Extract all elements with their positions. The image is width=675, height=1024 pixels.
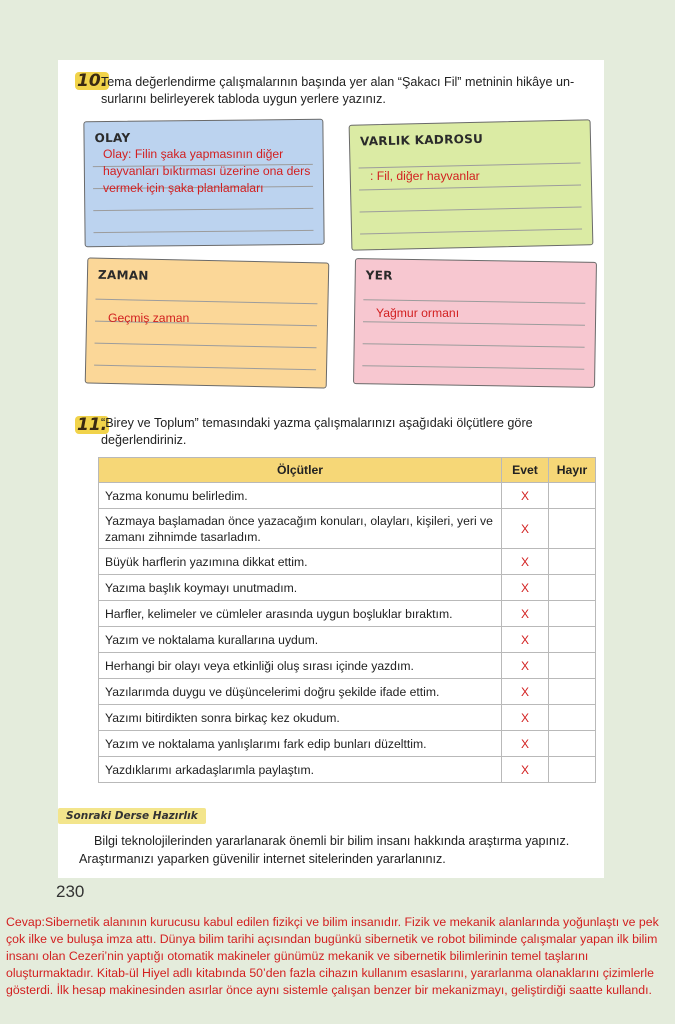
question-10-line-1: Tema değerlendirme çalışmalarının başında yer alan “Şakacı Fil” metninin hikâye un- — [101, 75, 575, 89]
table-row — [99, 509, 596, 549]
criterion-cell: Yazım ve noktalama yanlışlarımı fark edip bunları düzelttim. — [99, 731, 502, 757]
criterion-cell: Yazımı bitirdikten sonra birkaç kez okudum. — [99, 705, 502, 731]
question-11-line-1: “Birey ve Toplum” temasındaki yazma çalışmalarınızı aşağıdaki ölçütlere göre — [101, 416, 533, 430]
varlik-card — [349, 119, 594, 250]
page-number: 230 — [56, 882, 85, 901]
olay-answer — [103, 146, 310, 197]
criterion-cell: Yazmaya başlamadan önce yazacağım konuları, olayları, kişileri, yeri ve zamanı zihnimde tasarladım. — [99, 509, 502, 549]
criteria-table — [98, 457, 596, 783]
yer-answer: Yağmur ormanı — [376, 306, 460, 320]
hayir-cell — [549, 705, 596, 731]
olay-title: OLAY — [94, 130, 131, 146]
evet-mark: X — [502, 679, 549, 705]
writing-line — [95, 299, 317, 305]
evet-mark: X — [502, 509, 549, 549]
zaman-answer: Geçmiş zaman — [108, 311, 190, 325]
header-evet: Evet — [502, 458, 549, 483]
next-lesson-line-2: Araştırmanızı yaparken güvenilir internet sitelerinden yararlanınız. — [79, 852, 446, 866]
evet-mark: X — [502, 575, 549, 601]
criterion-cell: Büyük harflerin yazımına dikkat ettim. — [99, 549, 502, 575]
table-row — [99, 731, 596, 757]
writing-line — [363, 343, 585, 347]
question-10-line-2: surlarını belirleyerek tabloda uygun yerlere yazınız. — [101, 92, 386, 106]
evet-mark: X — [502, 549, 549, 575]
hayir-cell — [549, 653, 596, 679]
table-row — [99, 549, 596, 575]
table-row — [99, 679, 596, 705]
hayir-cell — [549, 731, 596, 757]
criterion-cell: Yazım ve noktalama kurallarına uydum. — [99, 627, 502, 653]
hayir-cell — [549, 509, 596, 549]
olay-answer-line-2: hayvanları bıktırması üzerine ona ders — [103, 164, 311, 178]
question-11-line-2: değerlendiriniz. — [101, 433, 187, 447]
criterion-cell: Yazılarımda duygu ve düşüncelerimi doğru şekilde ifade ettim. — [99, 679, 502, 705]
table-header-row — [99, 458, 596, 483]
hayir-cell — [549, 757, 596, 783]
evet-mark: X — [502, 757, 549, 783]
question-11-text — [101, 415, 591, 449]
hayir-cell — [549, 575, 596, 601]
writing-line — [363, 299, 585, 303]
olay-answer-line-3: vermek için şaka planlamaları — [103, 181, 264, 195]
table-row — [99, 575, 596, 601]
hayir-cell — [549, 627, 596, 653]
evet-mark: X — [502, 653, 549, 679]
question-11-number: 11. — [77, 415, 108, 435]
yer-card — [353, 258, 597, 388]
criterion-cell: Yazdıklarımı arkadaşlarımla paylaştım. — [99, 757, 502, 783]
criterion-cell: Harfler, kelimeler ve cümleler arasında uygun boşluklar bıraktım. — [99, 601, 502, 627]
writing-line — [359, 185, 581, 191]
table-row — [99, 705, 596, 731]
writing-line — [93, 208, 313, 211]
table-row — [99, 653, 596, 679]
table-row — [99, 757, 596, 783]
writing-line — [360, 228, 582, 234]
writing-line — [360, 206, 582, 212]
evet-mark: X — [502, 601, 549, 627]
evet-mark: X — [502, 627, 549, 653]
next-lesson-line-1: Bilgi teknolojilerinden yararlanarak önemli bir bilim insanı hakkında araştırma yapınız. — [94, 834, 570, 848]
header-hayir: Hayır — [549, 458, 596, 483]
evet-mark: X — [502, 731, 549, 757]
criterion-cell: Herhangi bir olayı veya etkinliği oluş sırası içinde yazdım. — [99, 653, 502, 679]
varlik-title: VARLIK KADROSU — [359, 131, 484, 149]
writing-line — [94, 365, 316, 371]
yer-title: YER — [365, 268, 393, 283]
hayir-cell — [549, 483, 596, 509]
question-10-text — [101, 74, 601, 108]
varlik-answer: : Fil, diğer hayvanlar — [370, 169, 480, 183]
hayir-cell — [549, 549, 596, 575]
next-lesson-badge: Sonraki Derse Hazırlık — [58, 808, 206, 824]
hayir-cell — [549, 601, 596, 627]
answer-text: Cevap:Sibernetik alanının kurucusu kabul edilen fizikçi ve bilim insanıdır. Fizik ve mekanik alanlarında yoğunlaştı ve pek çok ilke ve buluşa imza attı. Dünya bilim tarihi açısından bugünkü sibernetik ve robot biliminde çalışmalar yapan ilk bilim insanı olan Cezeri’nin yaptığı otomatik makineler günümüz mekanik ve sibernetik bilimlerinin temel taşlarını oluşturmaktadır. Kitab-ül Hiyel adlı kitabında 50’den fazla cihazın kullanım esaslarını, yararlanma olanaklarını çizimlerle gösterdi. İlk hesap makinesinden asırlar önce aynı sistemle çalışan benzer bir mekanizmayı, geliştirdiği saatte kullandı. — [6, 915, 659, 997]
question-10-number: 10. — [77, 71, 108, 91]
writing-line — [362, 365, 584, 369]
evet-mark: X — [502, 483, 549, 509]
table-row — [99, 483, 596, 509]
table-row — [99, 601, 596, 627]
zaman-title: ZAMAN — [97, 267, 149, 283]
header-olcutler: Ölçütler — [99, 458, 502, 483]
hayir-cell — [549, 679, 596, 705]
writing-line — [95, 343, 317, 349]
criterion-cell: Yazma konumu belirledim. — [99, 483, 502, 509]
evet-mark: X — [502, 705, 549, 731]
criterion-cell: Yazıma başlık koymayı unutmadım. — [99, 575, 502, 601]
table-row — [99, 627, 596, 653]
writing-line — [94, 230, 314, 233]
olay-answer-line-1: Olay: Filin şaka yapmasının diğer — [103, 147, 284, 161]
